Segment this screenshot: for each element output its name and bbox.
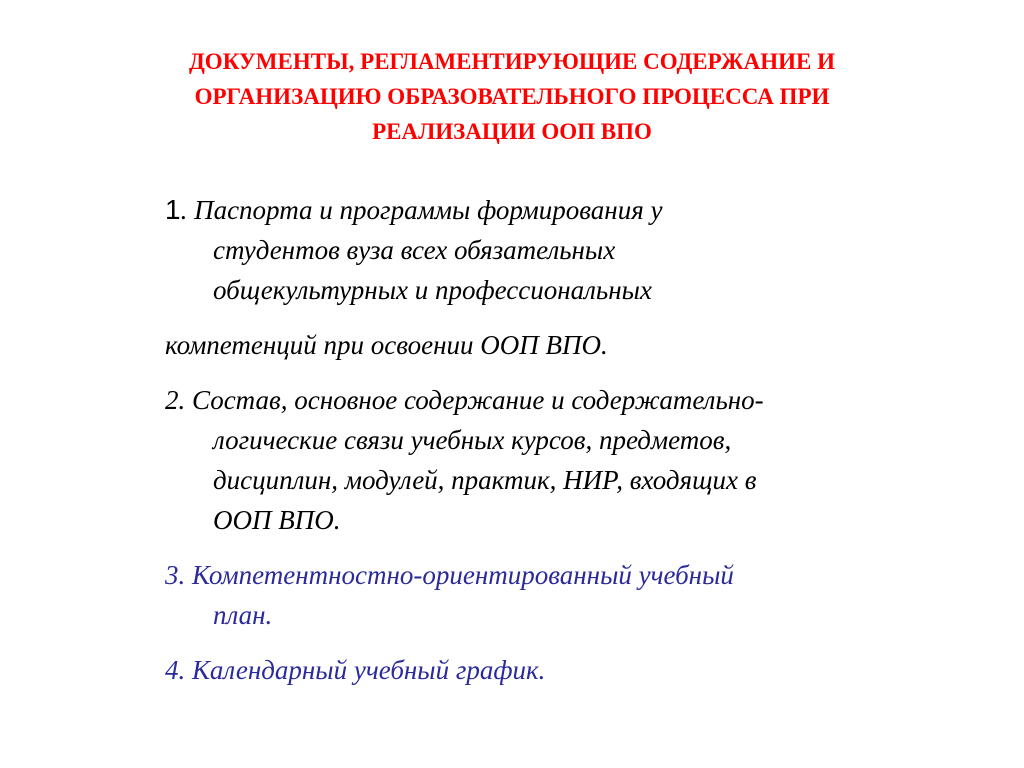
item-2-line-1: 2. Состав, основное содержание и содержательно- — [165, 385, 764, 415]
item-1-line-3: общекультурных и профессиональных — [213, 275, 652, 305]
item-3-line-2: план. — [213, 600, 273, 630]
item-1b-line-1: компетенций при освоении ООП ВПО. — [165, 330, 608, 360]
list-item-1 — [165, 190, 965, 310]
item-1-number: 1 — [165, 194, 181, 225]
slide-title — [92, 44, 932, 149]
item-1-line-2: студентов вуза всех обязательных — [213, 235, 616, 265]
item-2-line-4: ООП ВПО. — [213, 505, 341, 535]
item-1-line-1: . Паспорта и программы формирования у — [180, 195, 663, 225]
item-2-line-2: логические связи учебных курсов, предметов, — [213, 425, 732, 455]
item-3-line-1: 3. Компетентностно-ориентированный учебный — [165, 560, 734, 590]
title-line-1: ДОКУМЕНТЫ, РЕГЛАМЕНТИРУЮЩИЕ СОДЕРЖАНИЕ И — [188, 49, 835, 74]
item-2-line-3: дисциплин, модулей, практик, НИР, входящих в — [213, 465, 757, 495]
list-item-2 — [165, 380, 965, 540]
title-line-3: РЕАЛИЗАЦИИ ООП ВПО — [372, 119, 652, 144]
title-line-2: ОРГАНИЗАЦИЮ ОБРАЗОВАТЕЛЬНОГО ПРОЦЕССА ПРИ — [194, 84, 830, 109]
list-item-4 — [165, 650, 965, 690]
item-4-line-1: 4. Календарный учебный график. — [165, 655, 546, 685]
list-item-1-continuation — [165, 325, 965, 365]
list-item-3 — [165, 555, 965, 635]
document-list — [165, 190, 965, 705]
